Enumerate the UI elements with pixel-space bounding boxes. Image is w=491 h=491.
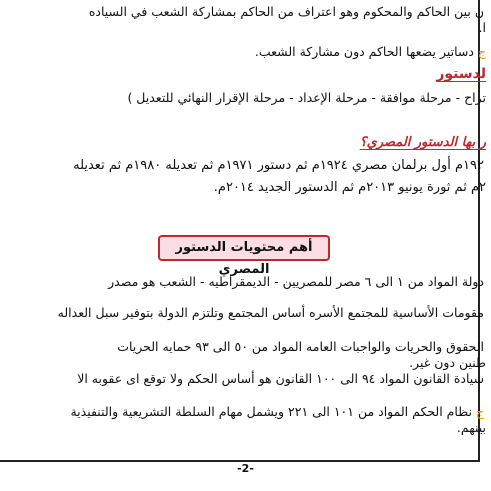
text-line-15: بينهم. [456,420,486,435]
text-line-13: سيادة القانون المواد ٩٤ الى ١٠٠ القانون هو أساس الحكم ولا توقع اى عقوبه الا [77,371,484,386]
page-number: -2- [237,462,254,475]
text-line-14 [0,404,484,420]
text-line-11: الحقوق والحريات والواجبات العامه المواد من ٥٠ الى ٩٣ حمايه الحريات [117,339,484,354]
text-line-8: ٢م ثم ثورة يونيو ٢٠١٣م ثم الدستور الجديد ٢٠١٤م. [213,180,486,195]
text-line-3 [0,44,486,60]
text-line-7: ١٩٢م أول برلمان مصري ١٩٢٤م ثم دستور ١٩٧١م ثم تعديله ١٩٨٠م ثم تعديله [73,158,484,173]
text-line-10: مقومات الأساسية للمجتمع الأسره أساس المجتمع وتلتزم الدولة بتوفير سبل العداله [57,305,484,320]
section-question-stages: ر بها الدستور المصري؟ [359,135,486,150]
section-heading-constitution: لدستور [436,66,486,82]
text-line-14-body: نظام الحكم المواد من ١٠١ الى ٢٢١ ويشمل مهام السلطة التشريعية والتنفيذية [70,404,476,419]
text-line-3-body: دساتير يضعها الحاكم دون مشاركة الشعب. [254,44,478,59]
text-line-9: دولة المواد من ١ الى ٦ مصر للمصريين - الديمقراطيه - الشعب هو مصدر [108,274,484,289]
bullet-mark-icon: ج [477,44,486,59]
text-line-2: ا. [478,20,486,35]
text-line-1: ن بين الحاكم والمحكوم وهو اعتراف من الحاكم بمشاركة الشعب في السياده [88,4,484,19]
text-line-12: طنين دون غير. [409,355,486,370]
box-title-contents: أهم محتويات الدستور المصري [158,235,330,261]
text-line-5: تراح - مرحلة موافقة - مرحلة الإعداد - مرحلة الإقرار النهائي للتعديل ) [127,90,486,105]
bullet-mark-icon: ج [475,404,484,419]
